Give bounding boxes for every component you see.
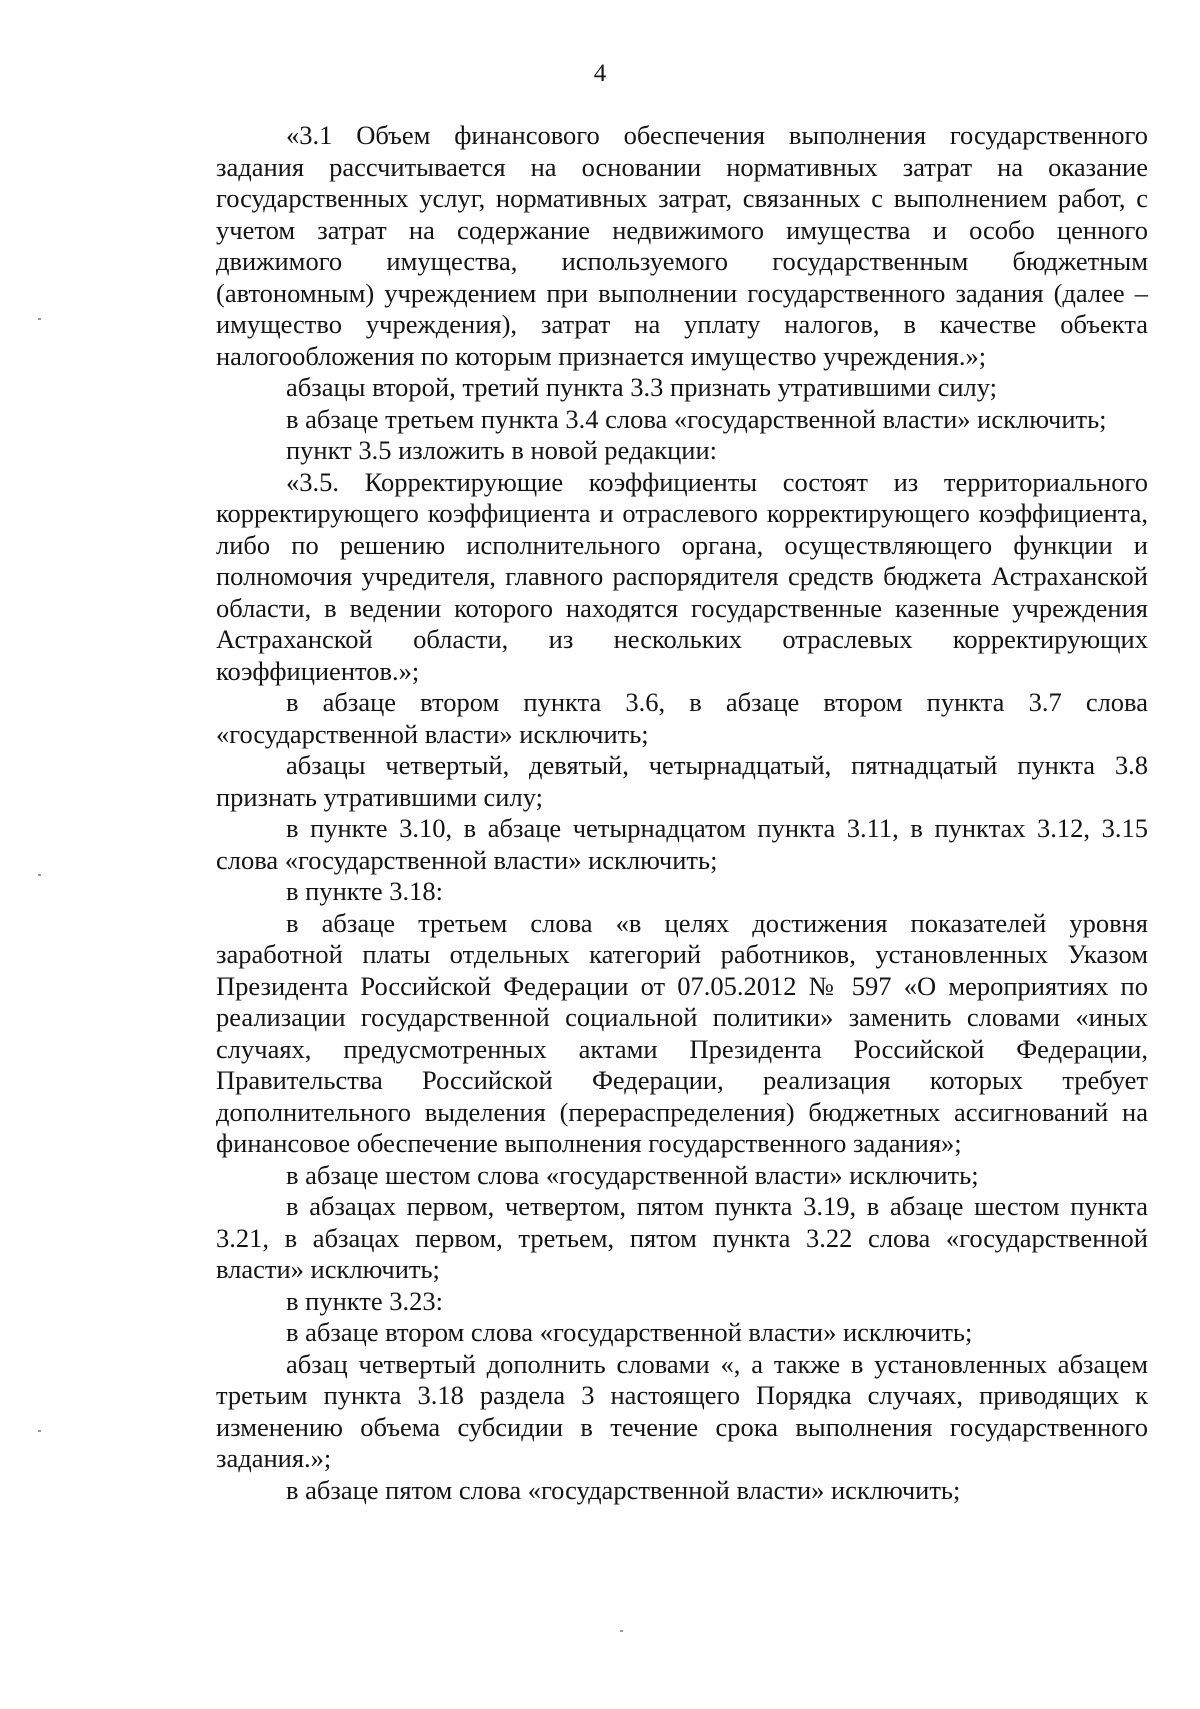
paragraph-3-5-intro: пункт 3.5 изложить в новой редакции: xyxy=(286,435,717,465)
paragraph-3-8: абзацы четвертый, девятый, четырнадцатый, пятнадцатый пункта 3.8 признать утратившими силу; xyxy=(216,750,1148,812)
paragraph-3-6-3-7: в абзаце втором пункта 3.6, в абзаце втором пункта 3.7 слова «государственной власти» исключить; xyxy=(216,687,1148,749)
paragraph-3-3: абзацы второй, третий пункта 3.3 признать утратившими силу; xyxy=(286,372,997,402)
paragraph-3-18-intro: в пункте 3.18: xyxy=(286,876,443,906)
paragraph-3-23-intro: в пункте 3.23: xyxy=(286,1285,443,1316)
paragraph-3-18-sixth: в абзаце шестом слова «государственной власти» исключить; xyxy=(286,1159,979,1190)
paragraph-3-1-quote: «3.1 Объем финансового обеспечения выполнения государственного задания рассчитывается на основании нормативных затрат на оказание государственных услуг, нормативных затрат, связанных с выполнением работ, с учетом затрат на содержание недвижимого имущества и особо ценного движимого имущества, используемого государственным бюджетным (автономным) учреждением при выполнении государственного задания (далее – имущество учреждения), затрат на уплату налогов, в качестве объекта налогообложения по которым признается имущество учреждения.»; xyxy=(216,120,1148,371)
paragraph-3-19-3-22: в абзацах первом, четвертом, пятом пункта 3.19, в абзаце шестом пункта 3.21, в абзацах первом, третьем, пятом пункта 3.22 слова «государственной власти» исключить; xyxy=(216,1191,1148,1284)
paragraph-3-4: в абзаце третьем пункта 3.4 слова «государственной власти» исключить; xyxy=(286,403,1107,434)
scan-speck xyxy=(38,318,41,320)
scan-speck xyxy=(620,1630,623,1632)
paragraph-3-5-quote: «3.5. Корректирующие коэффициенты состоят из территориального корректирующего коэффициента и отраслевого корректирующего коэффициента, либо по решению исполнительного органа, осуществляющего функции и полномочия учредителя, главного распорядителя средств бюджета Астраханской области, в ведении которого находятся государственные казенные учреждения Астраханской области, из нескольких отраслевых корректирующих коэффициентов.»; xyxy=(216,466,1148,686)
scan-speck xyxy=(38,874,41,876)
scan-speck xyxy=(38,1430,41,1432)
paragraph-3-23-fifth: в абзаце пятом слова «государственной власти» исключить; xyxy=(286,1474,961,1505)
document-body xyxy=(216,120,1148,1506)
page-number: 4 xyxy=(593,60,607,87)
paragraph-3-18-third: в абзаце третьем слова «в целях достижения показателей уровня заработной платы отдельных категорий работников, установленных Указом Президента Российской Федерации от 07.05.2012 № 597 «О мероприятиях по реализации государственной социальной политики» заменить словами «иных случаях, предусмотренных актами Президента Российской Федерации, Правительства Российской Федерации, реализация которых требует дополнительного выделения (перераспределения) бюджетных ассигнований на финансовое обеспечение выполнения государственного задания»; xyxy=(216,907,1148,1158)
paragraph-3-23-fourth: абзац четвертый дополнить словами «, а также в установленных абзацем третьим пункта 3.18 раздела 3 настоящего Порядка случаях, приводящих к изменению объема субсидии в течение срока выполнения государственного задания.»; xyxy=(216,1348,1148,1473)
paragraph-3-10-3-15: в пункте 3.10, в абзаце четырнадцатом пункта 3.11, в пунктах 3.12, 3.15 слова «государственной власти» исключить; xyxy=(216,813,1148,875)
paragraph-3-23-second: в абзаце втором слова «государственной власти» исключить; xyxy=(286,1317,973,1347)
